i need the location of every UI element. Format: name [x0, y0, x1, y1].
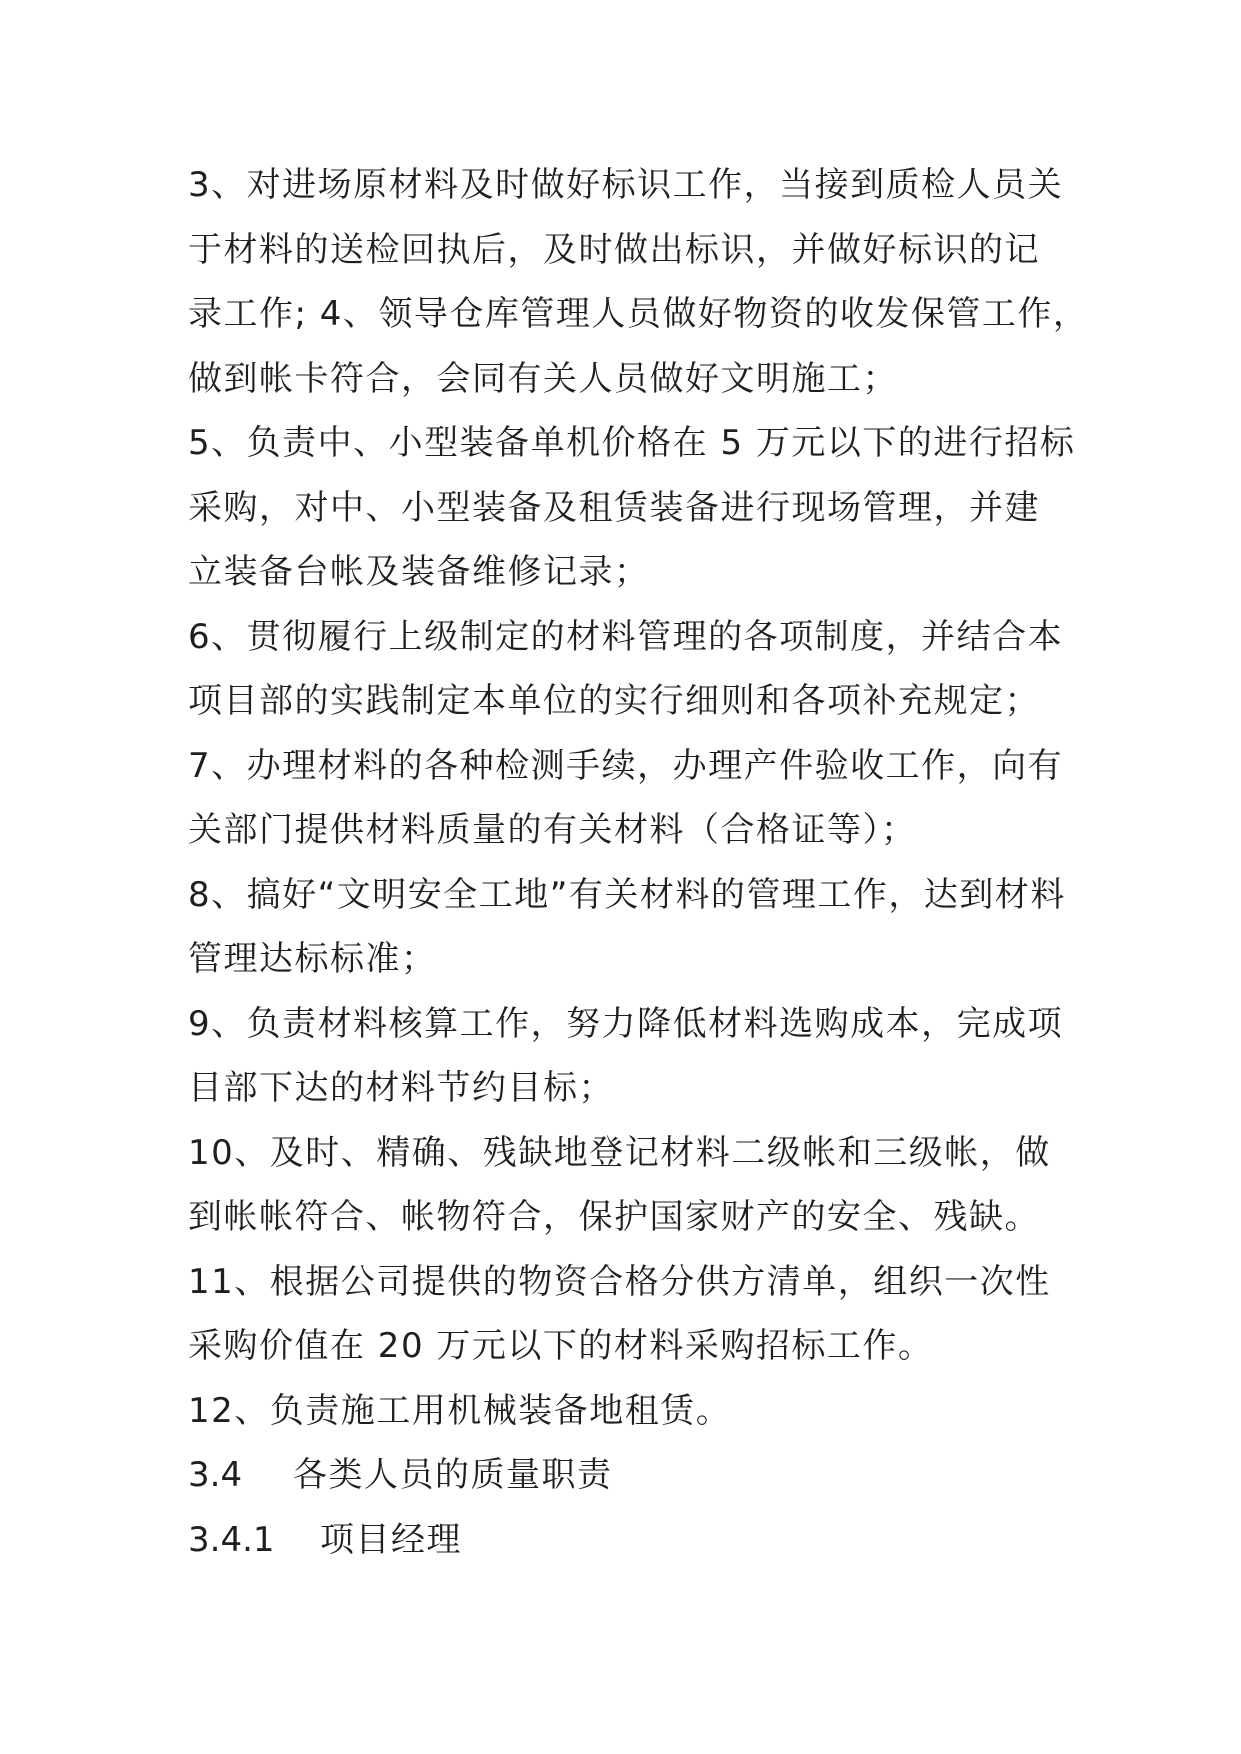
paragraph-line: 8、搞好“文明安全工地”有关材料的管理工作，达到材料: [188, 874, 1066, 915]
section-number: 3.4: [188, 1455, 243, 1495]
section-number: 3.4.1: [188, 1519, 275, 1560]
section-title: 各类人员的质量职责: [293, 1455, 613, 1495]
paragraph-line: 采购价值在 20 万元以下的材料采购招标工作。: [188, 1326, 934, 1366]
document-body: [188, 153, 1089, 1572]
paragraph-line: 10、及时、精确、残缺地登记材料二级帐和三级帐，做: [188, 1132, 1051, 1173]
paragraph-line: 11、根据公司提供的物资合格分供方清单，组织一次性: [188, 1261, 1051, 1302]
paragraph-line: 3、对进场原材料及时做好标识工作，当接到质检人员关: [188, 165, 1064, 205]
paragraph-line: 目部下达的材料节约目标；: [188, 1068, 614, 1108]
paragraph-line: 关部门提供材料质量的有关材料（合格证等）；: [188, 810, 917, 850]
section-heading-3-4-1: [188, 1508, 1068, 1573]
section-heading-3-4: [188, 1443, 1068, 1508]
paragraph-line: 6、贯彻履行上级制定的材料管理的各项制度，并结合本: [188, 616, 1064, 657]
paragraph-line: 于材料的送检回执后，及时做出标识，并做好标识的记: [188, 229, 1040, 270]
paragraph-line: 到帐帐符合、帐物符合，保护国家财产的安全、残缺。: [188, 1197, 1040, 1237]
paragraph-line: 做到帐卡符合，会同有关人员做好文明施工；: [188, 358, 898, 399]
paragraph-line: 项目部的实践制定本单位的实行细则和各项补充规定；: [188, 681, 1040, 721]
paragraph-line: 7、办理材料的各种检测手续，办理产件验收工作，向有: [188, 745, 1064, 786]
section-title: 项目经理: [320, 1519, 462, 1560]
paragraph-line: 采购，对中、小型装备及租赁装备进行现场管理，并建: [188, 487, 1040, 528]
paragraph-line: 录工作; 4、领导仓库管理人员做好物资的收发保管工作，: [188, 294, 1089, 334]
paragraph-line: 管理达标标准；: [188, 939, 437, 979]
paragraph-line: 5、负责中、小型装备单机价格在 5 万元以下的进行招标: [188, 423, 1076, 463]
paragraph-line: 12、负责施工用机械装备地租赁。: [188, 1390, 732, 1431]
paragraph-line: 立装备台帐及装备维修记录；: [188, 552, 650, 592]
paragraph-line: 9、负责材料核算工作，努力降低材料选购成本，完成项: [188, 1003, 1064, 1044]
